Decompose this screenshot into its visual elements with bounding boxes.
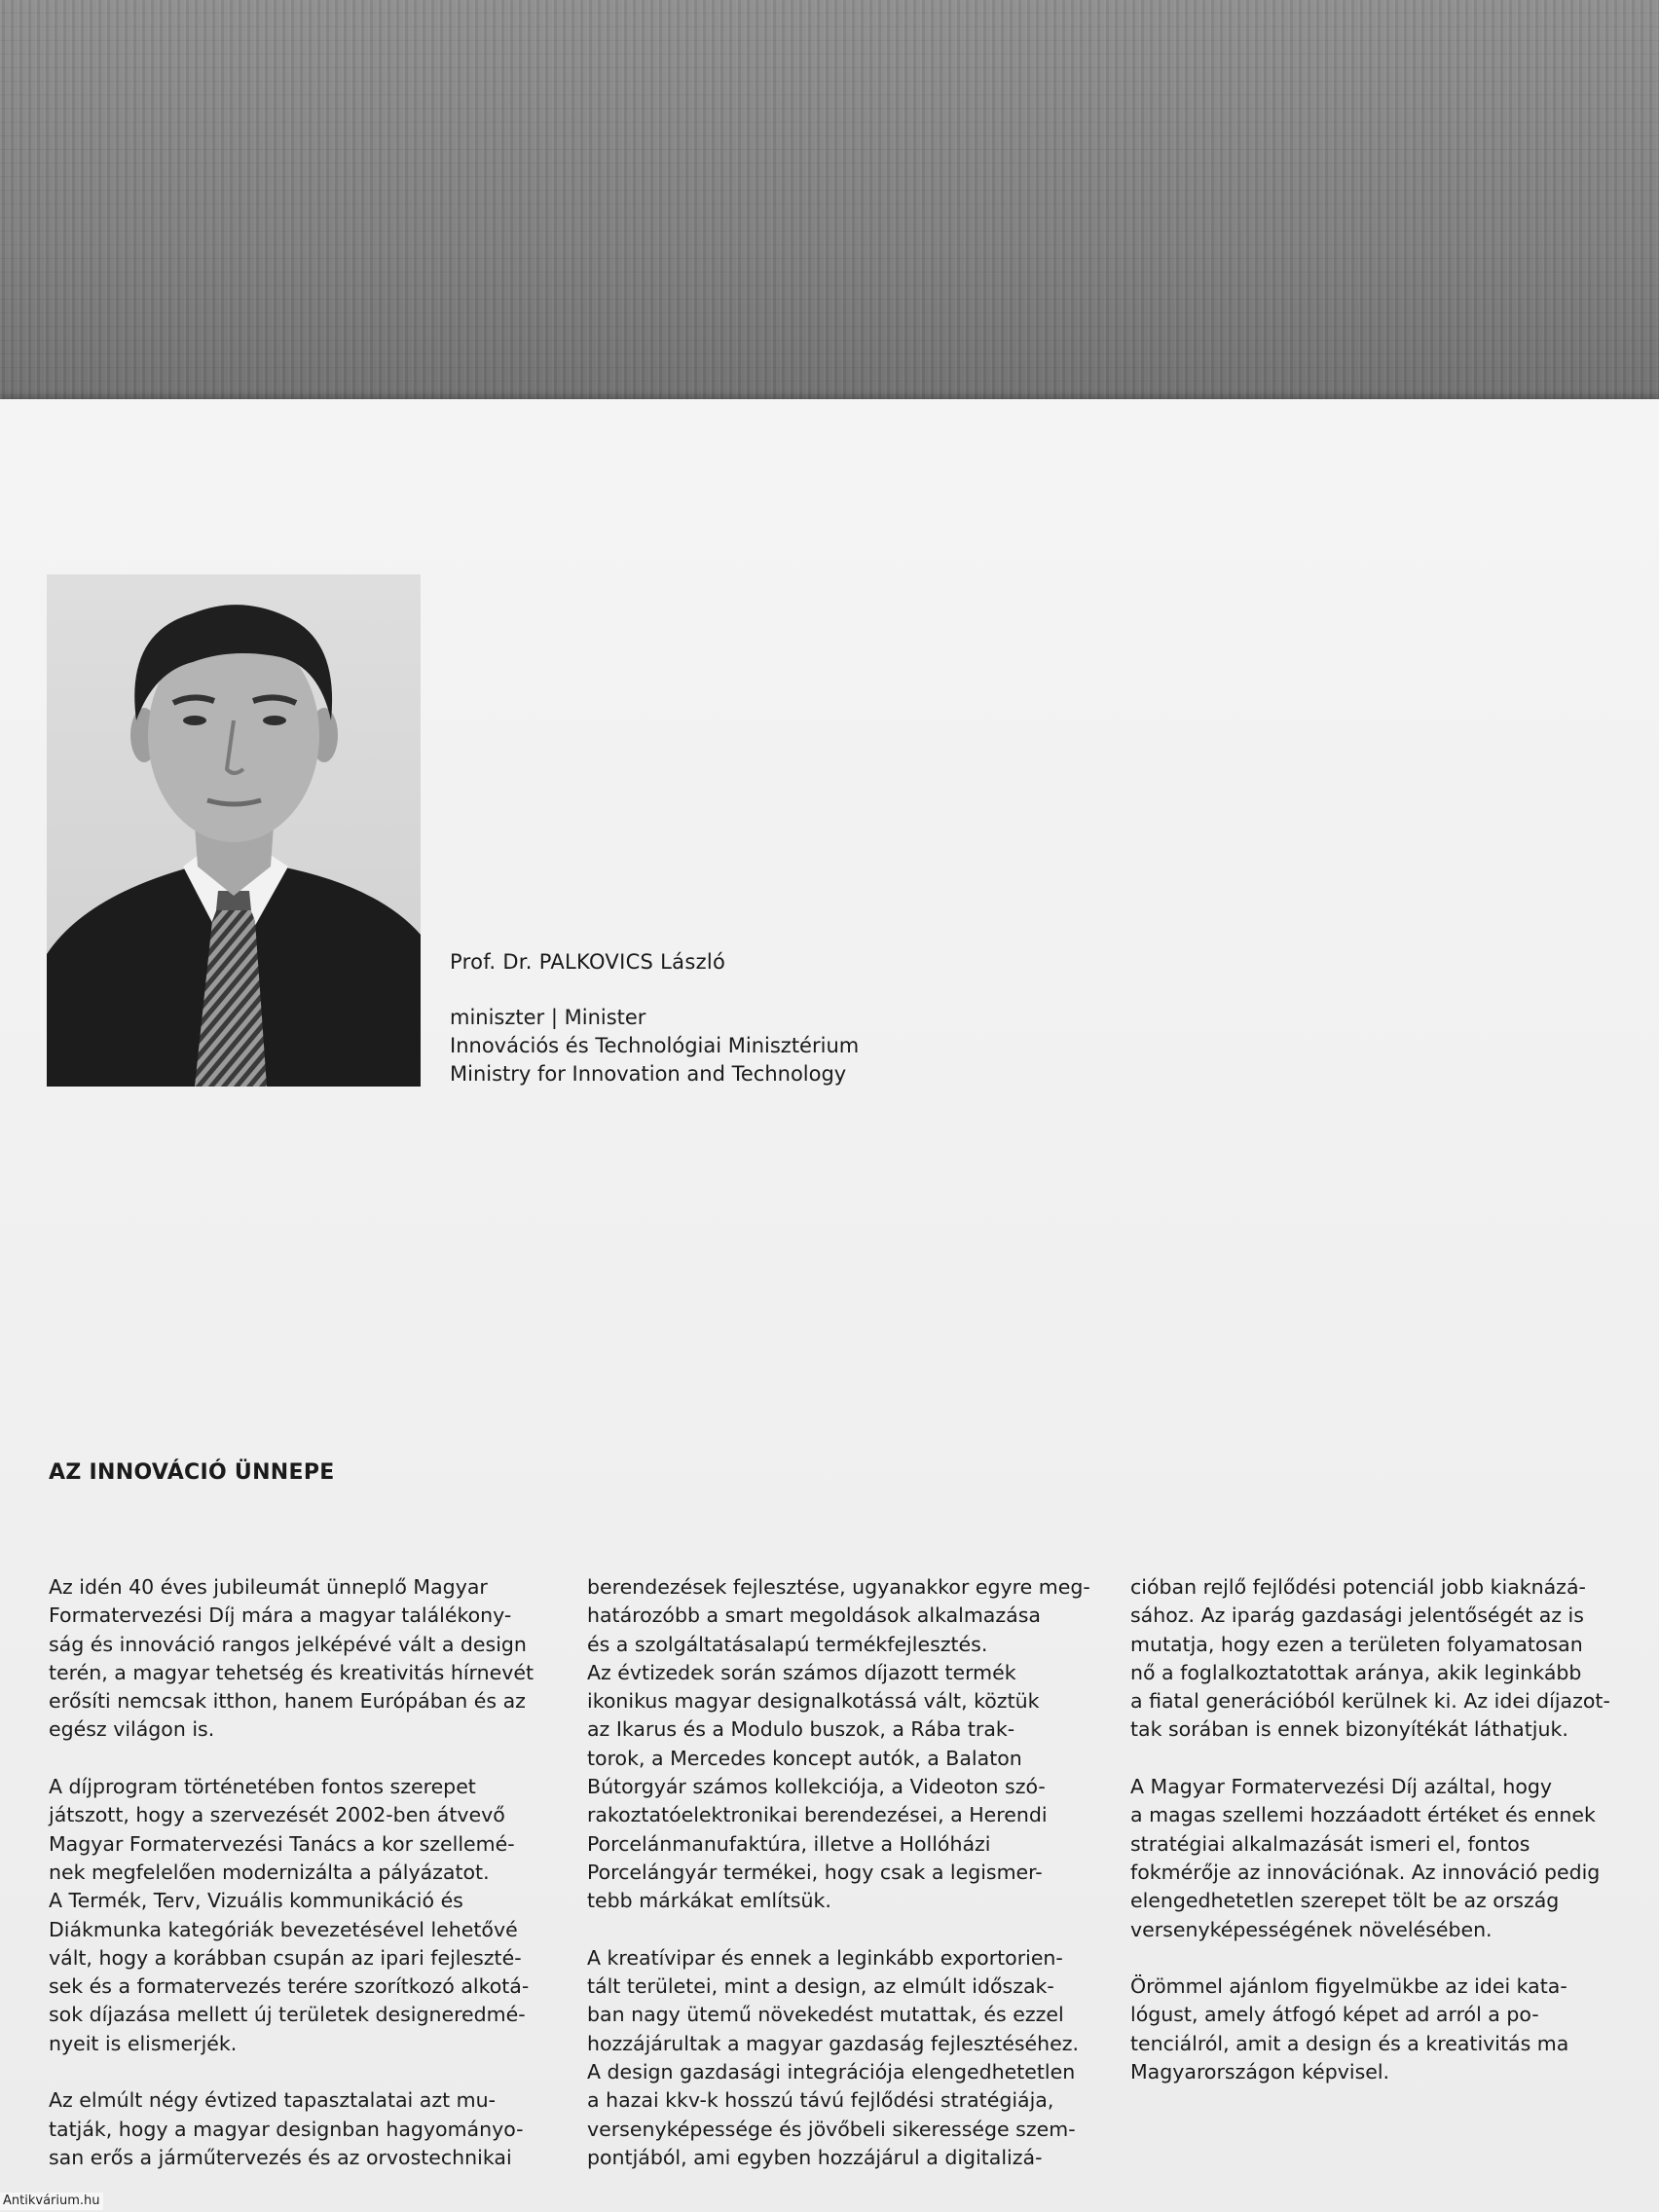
text-line: tenciálról, amit a design és a kreativitás ma [1130, 2031, 1569, 2055]
ministry-name-hu: Innovációs és Technológiai Minisztérium [450, 1034, 860, 1057]
text-line: torok, a Mercedes koncept autók, a Balaton [587, 1746, 1022, 1770]
text-line: sához. Az iparág gazdasági jelentőségét az is [1130, 1604, 1584, 1628]
paragraph [49, 1573, 574, 1745]
text-line: a fiatal generációból kerülnek ki. Az idei díjazot- [1130, 1689, 1610, 1714]
portrait-photo [47, 574, 421, 1087]
person-role: miniszter | Minister [450, 1006, 646, 1029]
article-heading: AZ INNOVÁCIÓ ÜNNEPE [49, 1460, 335, 1485]
portrait-illustration [47, 574, 421, 1087]
text-line: hozzájárultak a magyar gazdaság fejlesztéséhez. [587, 2031, 1080, 2055]
text-line: az Ikarus és a Modulo buszok, a Rába trak- [587, 1717, 1015, 1742]
text-line: san erős a járműtervezés és az orvostechnikai [49, 2145, 512, 2169]
text-line: pontjából, ami egyben hozzájárul a digitalizá- [587, 2145, 1043, 2169]
person-name: Prof. Dr. PALKOVICS László [450, 950, 726, 974]
text-line: határozóbb a smart megoldások alkalmazása [587, 1604, 1041, 1628]
paragraph [587, 1573, 1113, 1916]
text-line: ság és innováció rangos jelképévé vált a design [49, 1632, 527, 1656]
text-line: nyeit is elismerjék. [49, 2031, 238, 2055]
text-line: tak sorában is ennek bizonyítékát láthatjuk. [1130, 1717, 1568, 1742]
text-line: lógust, amely átfogó képet ad arról a po- [1130, 2003, 1539, 2027]
watermark-label: Antikvárium.hu [0, 2193, 103, 2210]
text-line: elengedhetetlen szerepet tölt be az ország [1130, 1889, 1560, 1913]
text-line: Az elmúlt négy évtized tapasztalatai azt mu- [49, 2088, 496, 2113]
text-line: cióban rejlő fejlődési potenciál jobb kiaknázá- [1130, 1575, 1586, 1599]
text-line: Magyarországon képvisel. [1130, 2060, 1390, 2084]
text-line: Porcelángyár termékei, hogy csak a legismer- [587, 1860, 1043, 1884]
text-line: A kreatívipar és ennek a leginkább exportorien- [587, 1945, 1063, 1970]
text-line: ban nagy ütemű növekedést mutattak, és ezzel [587, 2003, 1064, 2027]
paragraph [1130, 1573, 1656, 1745]
paragraph [49, 1773, 574, 2058]
text-line: sok díjazása mellett új területek designeredmé- [49, 2003, 526, 2027]
text-line: Az idén 40 éves jubileumát ünneplő Magyar [49, 1575, 488, 1599]
text-line: tebb márkákat említsük. [587, 1889, 831, 1913]
text-line: stratégiai alkalmazását ismeri el, fontos [1130, 1831, 1530, 1856]
text-line: A Magyar Formatervezési Díj azáltal, hogy [1130, 1775, 1553, 1799]
text-line: Formatervezési Díj mára a magyar találékony- [49, 1604, 512, 1628]
ministry-name-en: Ministry for Innovation and Technology [450, 1062, 847, 1086]
text-line: Örömmel ajánlom figyelmükbe az idei kata- [1130, 1974, 1567, 1999]
text-column-2 [587, 1573, 1113, 2201]
text-line: erősíti nemcsak itthon, hanem Európában és az [49, 1689, 526, 1714]
text-line: vált, hogy a korábban csupán az ipari fejleszté- [49, 1945, 522, 1970]
text-column-3 [1130, 1573, 1656, 2116]
text-line: fokmérője az innovációnak. Az innováció pedig [1130, 1860, 1601, 1884]
text-line: Magyar Formatervezési Tanács a kor szellemé- [49, 1831, 515, 1856]
text-line: és a szolgáltatásalapú termékfejlesztés. [587, 1632, 988, 1656]
paragraph [1130, 1972, 1656, 2086]
portrait-caption [450, 948, 859, 1088]
text-line: sek és a formatervezés terére szorítkozó alkotá- [49, 1974, 530, 1999]
text-line: A Termék, Terv, Vizuális kommunikáció és [49, 1889, 463, 1913]
text-line: Az évtizedek során számos díjazott termék [587, 1660, 1016, 1684]
paragraph [49, 2086, 574, 2172]
text-line: versenyképessége és jövőbeli sikeressége szem- [587, 2117, 1076, 2141]
paragraph [1130, 1773, 1656, 1944]
text-line: Diákmunka kategóriák bevezetésével lehetővé [49, 1917, 518, 1941]
text-line: versenyképességének növelésében. [1130, 1917, 1493, 1941]
table-background [0, 0, 1659, 409]
text-line: Porcelánmanufaktúra, illetve a Hollóházi [587, 1831, 991, 1856]
text-line: berendezések fejlesztése, ugyanakkor egyre meg- [587, 1575, 1090, 1599]
text-line: a magas szellemi hozzáadott értéket és ennek [1130, 1803, 1596, 1827]
text-line: Bútorgyár számos kollekciója, a Videoton szó- [587, 1775, 1046, 1799]
text-line: terén, a magyar tehetség és kreativitás hírnevét [49, 1660, 534, 1684]
text-line: játszott, hogy a szervezését 2002-ben átvevő [49, 1803, 505, 1827]
text-column-1 [49, 1573, 574, 2201]
paragraph [587, 1944, 1113, 2172]
text-line: ikonikus magyar designalkotássá vált, köztük [587, 1689, 1040, 1714]
text-line: egész világon is. [49, 1717, 215, 1742]
text-line: A díjprogram történetében fontos szerepet [49, 1775, 476, 1799]
text-line: nő a foglalkoztatottak aránya, akik leginkább [1130, 1660, 1582, 1684]
text-line: tált területei, mint a design, az elmúlt időszak- [587, 1974, 1054, 1999]
text-line: a hazai kkv-k hosszú távú fejlődési stratégiája, [587, 2088, 1054, 2113]
text-line: A design gazdasági integrációja elengedhetetlen [587, 2060, 1076, 2084]
text-line: tatják, hogy a magyar designban hagyományo- [49, 2117, 524, 2141]
text-line: mutatja, hogy ezen a területen folyamatosan [1130, 1632, 1583, 1656]
text-line: nek megfelelően modernizálta a pályázatot. [49, 1860, 490, 1884]
text-line: rakoztatóelektronikai berendezései, a Herendi [587, 1803, 1048, 1827]
